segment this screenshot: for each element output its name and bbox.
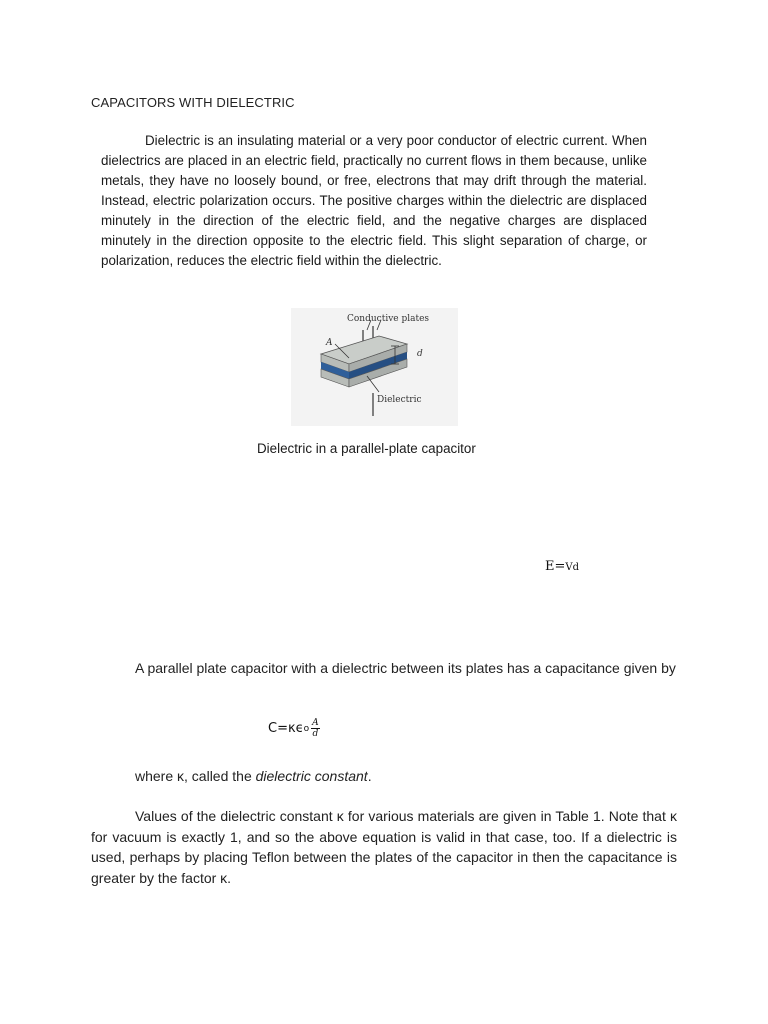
conductive-plates-label: Conductive plates <box>347 314 430 324</box>
values-paragraph: Values of the dielectric constant κ for various materials are given in Table 1. Note that κ for vacuum is exactly 1, and so the above equation is valid in that case, too. If a dielectric is used, perhaps by placing Teflon between the plates of the capacitor in then the capacitance is greater by the factor κ. <box>91 808 677 886</box>
equation-e-lhs: E= <box>545 559 566 574</box>
figure-caption: Dielectric in a parallel-plate capacitor <box>257 441 476 456</box>
equation-e-rhs: Vd <box>565 562 580 573</box>
where-suffix: . <box>367 768 372 784</box>
where-prefix: where κ, called the <box>135 768 256 784</box>
page-title: CAPACITORS WITH DIELECTRIC <box>91 95 295 110</box>
capacitance-paragraph: A parallel plate capacitor with a dielectric between its plates has a capacitance given by <box>135 660 676 676</box>
fraction-numerator: A <box>312 718 319 728</box>
capacitance-equation <box>268 718 320 739</box>
fraction-denominator: d <box>312 729 319 739</box>
equation-c-subscript: o <box>303 723 310 734</box>
electric-field-equation <box>545 559 579 574</box>
capacitor-figure <box>291 308 458 426</box>
area-label: A <box>326 338 333 348</box>
dielectric-label: Dielectric <box>377 395 422 405</box>
distance-label: d <box>417 349 423 359</box>
intro-paragraph: Dielectric is an insulating material or a very poor conductor of electric current. When dielectrics are placed in an electric field, practically no current flows in them because, unlike metals, they have no loosely bound, or free, electrons that may drift through the material. Instead, electric polarization occurs. The positive charges within the dielectric are displaced minutely in the direction of the electric field, and the negative charges are displaced minutely in the direction opposite to the electric field. This slight separation of charge, or polarization, reduces the electric field within the dielectric. <box>101 133 647 268</box>
capacitor-diagram <box>291 308 458 426</box>
where-line <box>135 768 372 784</box>
area-over-distance-fraction <box>311 718 320 739</box>
equation-c-lhs: C=κϵ <box>268 721 304 736</box>
dielectric-constant-term: dielectric constant <box>255 768 368 784</box>
